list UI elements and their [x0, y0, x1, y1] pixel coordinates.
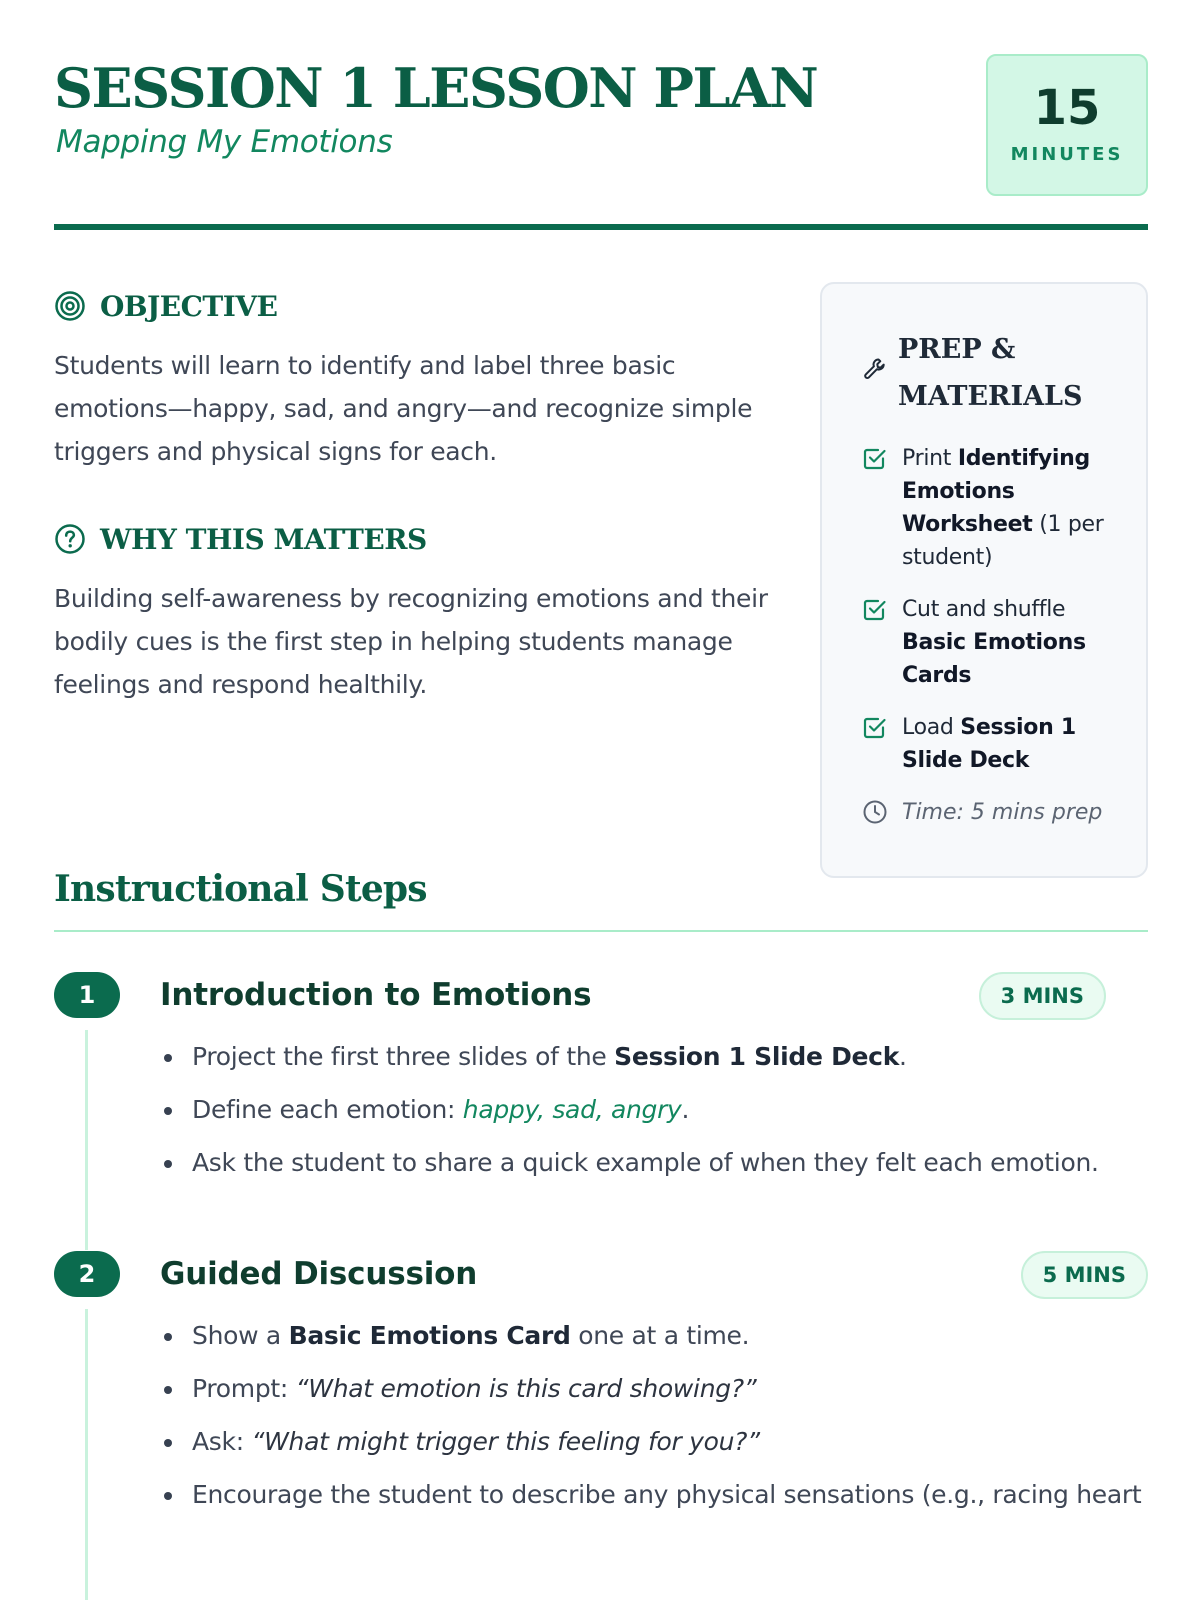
header: [54, 52, 1148, 228]
objective-heading: [54, 288, 784, 324]
bullet-text: Ask:: [192, 1427, 252, 1456]
prep-materials-card: [820, 282, 1148, 878]
prep-time: [862, 796, 1126, 829]
step-number-badge: 2: [54, 1251, 120, 1297]
bullet-emphasis: happy, sad, angry: [462, 1095, 682, 1124]
duration-badge: [986, 54, 1148, 196]
bullet-text: .: [899, 1042, 907, 1071]
prep-item-bold: Basic Emotions Cards: [902, 630, 1086, 688]
prep-time-text: Time: 5 mins prep: [902, 800, 1103, 825]
bullet-text: Encourage the student to describe any physical sensations (e.g., racing heart: [192, 1480, 1142, 1509]
overview-left: [54, 288, 784, 706]
step-2: [54, 1251, 1148, 1521]
steps-title: Instructional Steps: [54, 868, 427, 910]
step-bullets: [160, 1030, 1148, 1189]
checkbox-checked-icon: [862, 715, 888, 741]
step-timeline-line: [85, 1309, 88, 1600]
list-item: [160, 1030, 1148, 1083]
duration-unit: MINUTES: [1010, 144, 1124, 165]
step-number-badge: 1: [54, 972, 120, 1018]
list-item: [160, 1309, 1148, 1362]
target-icon: [54, 290, 86, 322]
lesson-plan-page: [54, 52, 1148, 1521]
step-duration-pill: 5 MINS: [1021, 1251, 1148, 1299]
prep-item-bold: Session 1 Slide Deck: [902, 715, 1076, 773]
bullet-bold: Basic Emotions Card: [288, 1321, 571, 1350]
prep-checklist: [862, 442, 1126, 777]
bullet-text: .: [681, 1095, 690, 1124]
prep-heading-line1: PREP &: [898, 334, 1016, 365]
clock-icon: [862, 799, 888, 825]
steps-divider: [54, 930, 1148, 932]
list-item: [160, 1136, 1148, 1189]
page-title: SESSION 1 LESSON PLAN: [54, 56, 818, 120]
objective-text: Students will learn to identify and label three basic emotions—happy, sad, and angry—and recognize simple triggers and physical signs for each.: [54, 351, 753, 466]
bullet-quote: “What might trigger this feeling for you?”: [251, 1427, 760, 1456]
list-item: [160, 1362, 1148, 1415]
prep-heading-line2: MATERIALS: [898, 381, 1083, 412]
prep-item-text: Print: [902, 446, 958, 471]
step-title: Introduction to Emotions: [160, 977, 592, 1013]
prep-item-text: (1 per student): [902, 512, 1104, 570]
wrench-icon: [862, 356, 888, 382]
step-1: [54, 972, 1148, 1189]
prep-item: [862, 442, 1126, 574]
list-item: [160, 1415, 1148, 1468]
bullet-quote: “What emotion is this card showing?”: [295, 1374, 757, 1403]
bullet-text: Show a: [192, 1321, 289, 1350]
step-title: Guided Discussion: [160, 1256, 478, 1292]
bullet-text: Define each emotion:: [192, 1095, 463, 1124]
prep-item: [862, 711, 1126, 777]
objective-heading-text: OBJECTIVE: [100, 289, 278, 323]
why-heading: [54, 521, 784, 557]
list-item: [160, 1083, 1148, 1136]
why-text: Building self-awareness by recognizing emotions and their bodily cues is the first step in helping students manage feelings and respond healthily.: [54, 584, 768, 699]
prep-heading: [862, 326, 1126, 420]
list-item: [160, 1468, 1148, 1521]
page-subtitle: Mapping My Emotions: [56, 124, 393, 160]
bullet-text: Project the first three slides of the: [192, 1042, 615, 1071]
checkbox-checked-icon: [862, 597, 888, 623]
step-duration-pill: 3 MINS: [979, 972, 1106, 1020]
step-timeline-line: [85, 1030, 88, 1250]
prep-item-bold: Identifying Emotions Worksheet: [902, 446, 1090, 537]
step-bullets: [160, 1309, 1148, 1521]
prep-item: [862, 593, 1126, 692]
question-circle-icon: [54, 523, 86, 555]
prep-item-text: Cut and shuffle: [902, 597, 1066, 622]
overview-columns: [54, 228, 1148, 868]
why-heading-text: WHY THIS MATTERS: [100, 522, 427, 556]
bullet-text: Prompt:: [192, 1374, 296, 1403]
checkbox-checked-icon: [862, 446, 888, 472]
bullet-bold: Session 1 Slide Deck: [614, 1042, 900, 1071]
prep-item-text: Load: [902, 715, 961, 740]
duration-value: 15: [1033, 80, 1101, 136]
bullet-text: Ask the student to share a quick example of when they felt each emotion.: [192, 1148, 1099, 1177]
bullet-text: one at a time.: [570, 1321, 750, 1350]
